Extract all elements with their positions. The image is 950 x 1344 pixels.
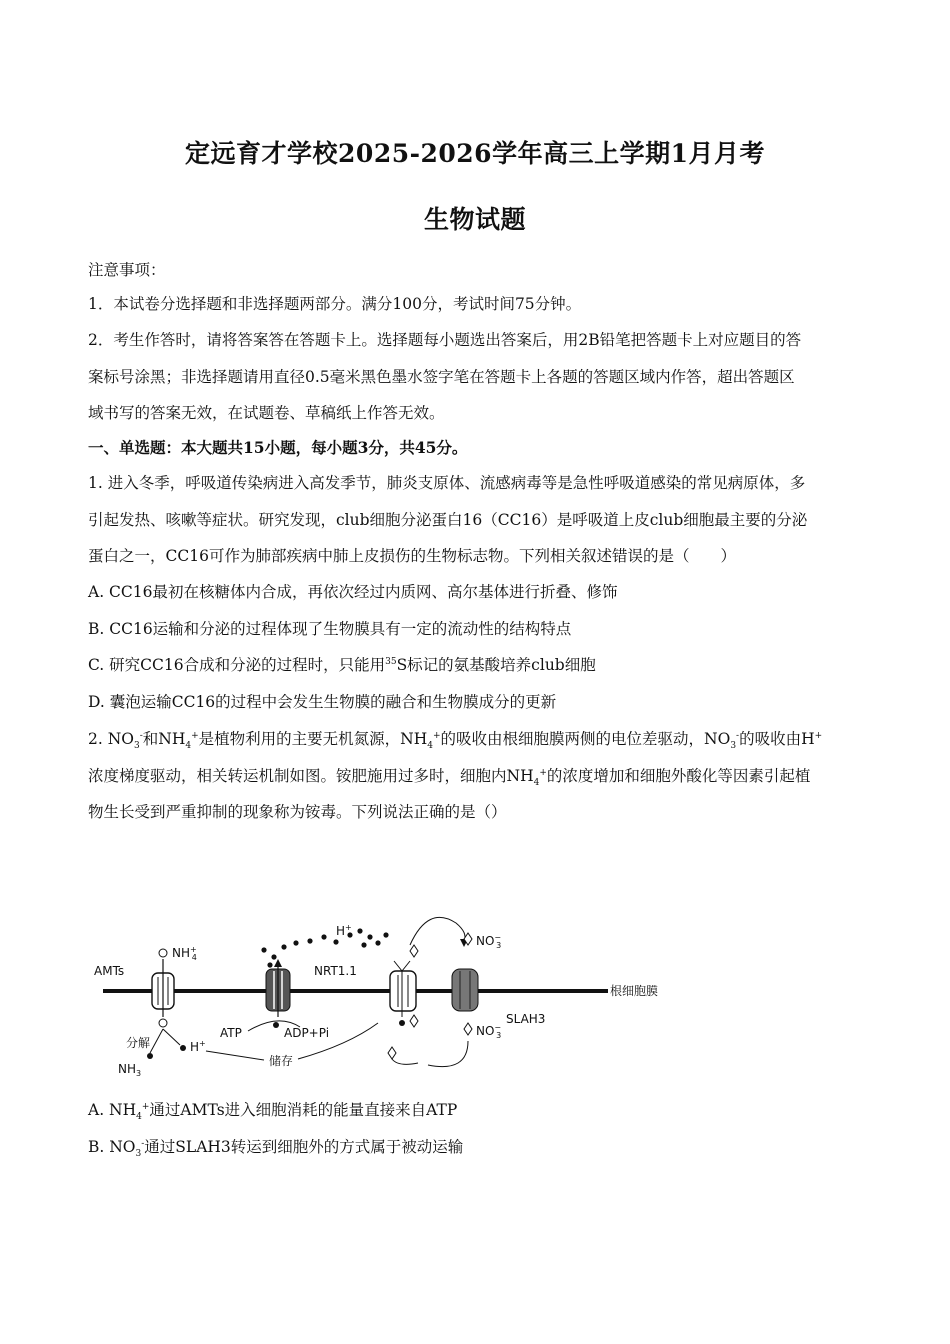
q1-option-a: A. CC16最初在核糖体内合成，再依次经过内质网、高尔基体进行折叠、修饰 bbox=[88, 583, 618, 601]
q2-option-a: A. $NH_4^+$通过AMTs进入细胞消耗的能量直接来自ATP bbox=[88, 1101, 458, 1123]
q1-option-d: D. 囊泡运输CC16的过程中会发生生物膜的融合和生物膜成分的更新 bbox=[88, 693, 557, 711]
q1-stem-line-3: 蛋白之一，CC16可作为肺部疾病中肺上皮损伤的生物标志物。下列相关叙述错误的是（ ） bbox=[88, 547, 736, 565]
notice-item-2-line-3: 域书写的答案无效，在试题卷、草稿纸上作答无效。 bbox=[88, 404, 445, 422]
store-label: 储存 bbox=[269, 1054, 294, 1068]
exam-subject: 生物试题 bbox=[423, 205, 526, 234]
nrt-label: NRT1.1 bbox=[314, 964, 357, 978]
q1-option-b: B. CC16运输和分泌的过程体现了生物膜具有一定的流动性的结构特点 bbox=[88, 620, 572, 638]
amts-label: AMTs bbox=[94, 964, 125, 978]
nh4-circle-out bbox=[159, 949, 167, 957]
hplus-dots bbox=[261, 928, 388, 967]
hplus-low-label: H+ bbox=[190, 1039, 206, 1054]
nh3-label: $NH_3$ bbox=[118, 1062, 142, 1078]
q1-stem-line-2: 引起发热、咳嗽等症状。研究发现，club细胞分泌蛋白16（CC16）是呼吸道上皮club细胞最主要的分泌 bbox=[88, 511, 808, 529]
q2-stem-line-2: 浓度梯度驱动，相关转运机制如图。铵肥施用过多时，细胞内$NH_4^+$的浓度增加和细胞外酸化等因素引起植 bbox=[88, 767, 811, 789]
exam-title: 定远育才学校2025-2026学年高三上学期1月月考 bbox=[185, 139, 765, 168]
slah3-label: SLAH3 bbox=[506, 1012, 546, 1026]
slah3-channel bbox=[452, 969, 478, 1011]
notice-item-1: 1．本试卷分选择题和非选择题两部分。满分100分，考试时间75分钟。 bbox=[88, 295, 582, 313]
q1-stem-line-1: 1. 进入冬季，呼吸道传染病进入高发季节，肺炎支原体、流感病毒等是急性呼吸道感染的常见病原体，多 bbox=[88, 474, 806, 492]
nh4-label-out: NH+ 4 bbox=[172, 945, 197, 962]
transport-diagram bbox=[88, 905, 659, 1080]
q2-stem-line-1: 2. $NO_3^-$和$NH_4^+$是植物利用的主要无机氮源，$NH_4^+$的吸收由根细胞膜两侧的电位差驱动，$NO_3^-$的吸收由H+ bbox=[88, 730, 823, 752]
hplus-top-label: H+ bbox=[336, 923, 352, 938]
notice-item-2-line-1: 2．考生作答时，请将答案答在答题卡上。选择题每小题选出答案后，用2B铅笔把答题卡上对应题目的答 bbox=[88, 331, 802, 349]
q1-option-c: C. 研究CC16合成和分泌的过程时，只能用$^{35}$S标记的氨基酸培养club细胞 bbox=[88, 656, 596, 674]
decompose-label: 分解 bbox=[126, 1036, 151, 1050]
atp-label: ATP bbox=[220, 1026, 242, 1040]
notice-item-2-line-2: 案标号涂黑；非选择题请用直径0.5毫米黑色墨水签字笔在答题卡上各题的答题区域内作答，超出答题区 bbox=[88, 368, 795, 386]
q2-stem-line-3: 物生长受到严重抑制的现象称为铵毒。下列说法正确的是（） bbox=[88, 803, 507, 821]
adp-label: ADP+Pi bbox=[284, 1026, 330, 1040]
q2-option-b: B. $NO_3^-$通过SLAH3转运到细胞外的方式属于被动运输 bbox=[88, 1138, 464, 1160]
no3-top-label: NO− 3 bbox=[476, 933, 502, 950]
no3-bottom-label: NO− 3 bbox=[476, 1023, 502, 1040]
membrane-label: 根细胞膜 bbox=[610, 984, 659, 998]
nh4-circle-in bbox=[159, 1019, 167, 1027]
nrt-channel bbox=[390, 971, 416, 1011]
section-heading: 一、单选题：本大题共15小题，每小题3分，共45分。 bbox=[88, 438, 468, 457]
notice-heading: 注意事项： bbox=[88, 261, 166, 279]
